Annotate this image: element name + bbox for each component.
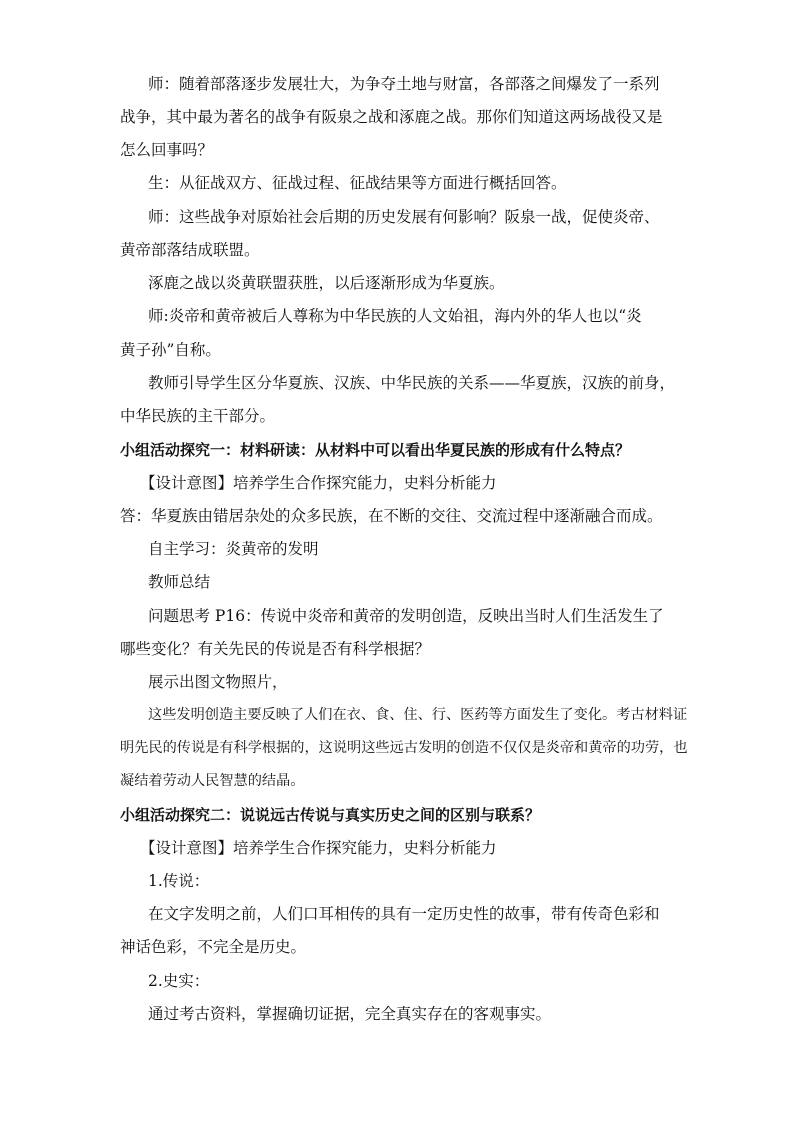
text-line: 黄子孙”自称。 xyxy=(120,341,221,359)
text-line: 【设计意图】培养学生合作探究能力，史料分析能力 xyxy=(140,839,497,857)
text-line: 展示出图文物照片， xyxy=(148,673,288,691)
text-line: 自主学习：炎黄帝的发明 xyxy=(148,540,319,558)
text-line: 在文字发明之前，人们口耳相传的具有一定历史性的故事，带有传奇色彩和 xyxy=(148,905,660,923)
text-line: 哪些变化？有关先民的传说是否有科学根据？ xyxy=(120,640,431,658)
text-line: 【设计意图】培养学生合作探究能力，史料分析能力 xyxy=(140,474,497,492)
text-line: 怎么回事吗？ xyxy=(120,141,214,159)
section-heading: 小组活动探究一：材料研读：从材料中可以看出华夏民族的形成有什么特点？ xyxy=(120,441,631,459)
text-line: 通过考古资料，掌握确切证据，完全真实存在的客观事实。 xyxy=(148,1005,552,1023)
text-line: 教师引导学生区分华夏族、汉族、中华民族的关系——华夏族，汉族的前身， xyxy=(148,374,676,392)
text-line: 教师总结 xyxy=(148,573,211,591)
text-line: 战争，其中最为著名的战争有阪泉之战和涿鹿之战。那你们知道这两场战役又是 xyxy=(120,108,663,126)
text-line: 涿鹿之战以炎黄联盟获胜，以后逐渐形成为华夏族。 xyxy=(148,274,505,292)
text-line: 1.传说： xyxy=(148,872,210,890)
text-line: 黄帝部落结成联盟。 xyxy=(120,241,260,259)
text-line: 凝结着劳动人民智慧的结晶。 xyxy=(120,773,305,789)
text-line: 师:炎帝和黄帝被后人尊称为中华民族的人文始祖，海内外的华人也以“炎 xyxy=(148,307,642,325)
text-line: 问题思考 P16：传说中炎帝和黄帝的发明创造，反映出当时人们生活发生了 xyxy=(148,607,664,625)
text-line: 师：这些战争对原始社会后期的历史发展有何影响？阪泉一战，促使炎帝、 xyxy=(148,208,660,226)
section-heading: 小组活动探究二：说说远古传说与真实历史之间的区别与联系？ xyxy=(120,806,541,824)
text-line: 中华民族的主干部分。 xyxy=(120,407,276,425)
text-line: 答：华夏族由错居杂处的众多民族，在不断的交往、交流过程中逐渐融合而成。 xyxy=(120,507,663,525)
text-line: 神话色彩，不完全是历史。 xyxy=(120,938,307,956)
text-line: 2.史实： xyxy=(148,972,210,990)
text-line: 明先民的传说是有科学根据的，这说明这些远古发明的创造不仅仅是炎帝和黄帝的功劳，也 xyxy=(120,740,688,756)
text-line: 师：随着部落逐步发展壮大，为争夺土地与财富，各部落之间爆发了一系列 xyxy=(148,75,660,93)
text-line: 这些发明创造主要反映了人们在衣、食、住、行、医药等方面发生了变化。考古材料证 xyxy=(148,707,688,723)
text-line: 生：从征战双方、征战过程、征战结果等方面进行概括回答。 xyxy=(148,174,567,192)
